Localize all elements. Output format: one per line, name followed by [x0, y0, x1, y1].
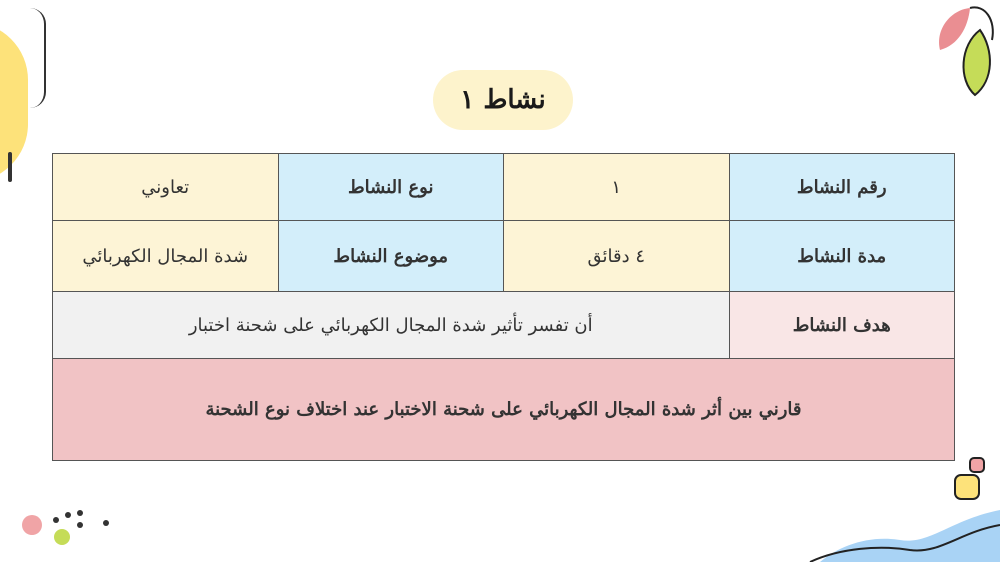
- decorative-yellow-blob: [0, 22, 28, 182]
- decorative-curve-line: [30, 8, 46, 108]
- activity-goal-label: هدف النشاط: [729, 292, 955, 359]
- table-row: [53, 221, 955, 292]
- table-row: [53, 292, 955, 359]
- activity-task: قارني بين أثر شدة المجال الكهربائي على شحنة الاختبار عند اختلاف نوع الشحنة: [53, 359, 955, 461]
- pink-leaf-shape: [939, 8, 970, 50]
- table-row: [53, 359, 955, 461]
- table-row: [53, 154, 955, 221]
- decorative-dots-icon: [18, 505, 118, 555]
- activity-topic-value: شدة المجال الكهربائي: [53, 221, 279, 292]
- green-leaf-shape: [964, 30, 990, 95]
- activity-type-value: تعاوني: [53, 154, 279, 221]
- activity-duration-value: ٤ دقائق: [504, 221, 730, 292]
- activity-duration-label: مدة النشاط: [729, 221, 955, 292]
- activity-topic-label: موضوع النشاط: [278, 221, 504, 292]
- activity-goal-value: أن تفسر تأثير شدة المجال الكهربائي على شحنة اختبار: [53, 292, 730, 359]
- decorative-blue-wave-icon: [800, 450, 1000, 562]
- activity-type-label: نوع النشاط: [278, 154, 504, 221]
- activity-table: [52, 153, 955, 461]
- page-title: نشاط ١: [433, 70, 573, 130]
- decorative-leaves-icon: [930, 0, 1000, 100]
- activity-number-label: رقم النشاط: [729, 154, 955, 221]
- decorative-dash: [8, 152, 12, 182]
- activity-number-value: ١: [504, 154, 730, 221]
